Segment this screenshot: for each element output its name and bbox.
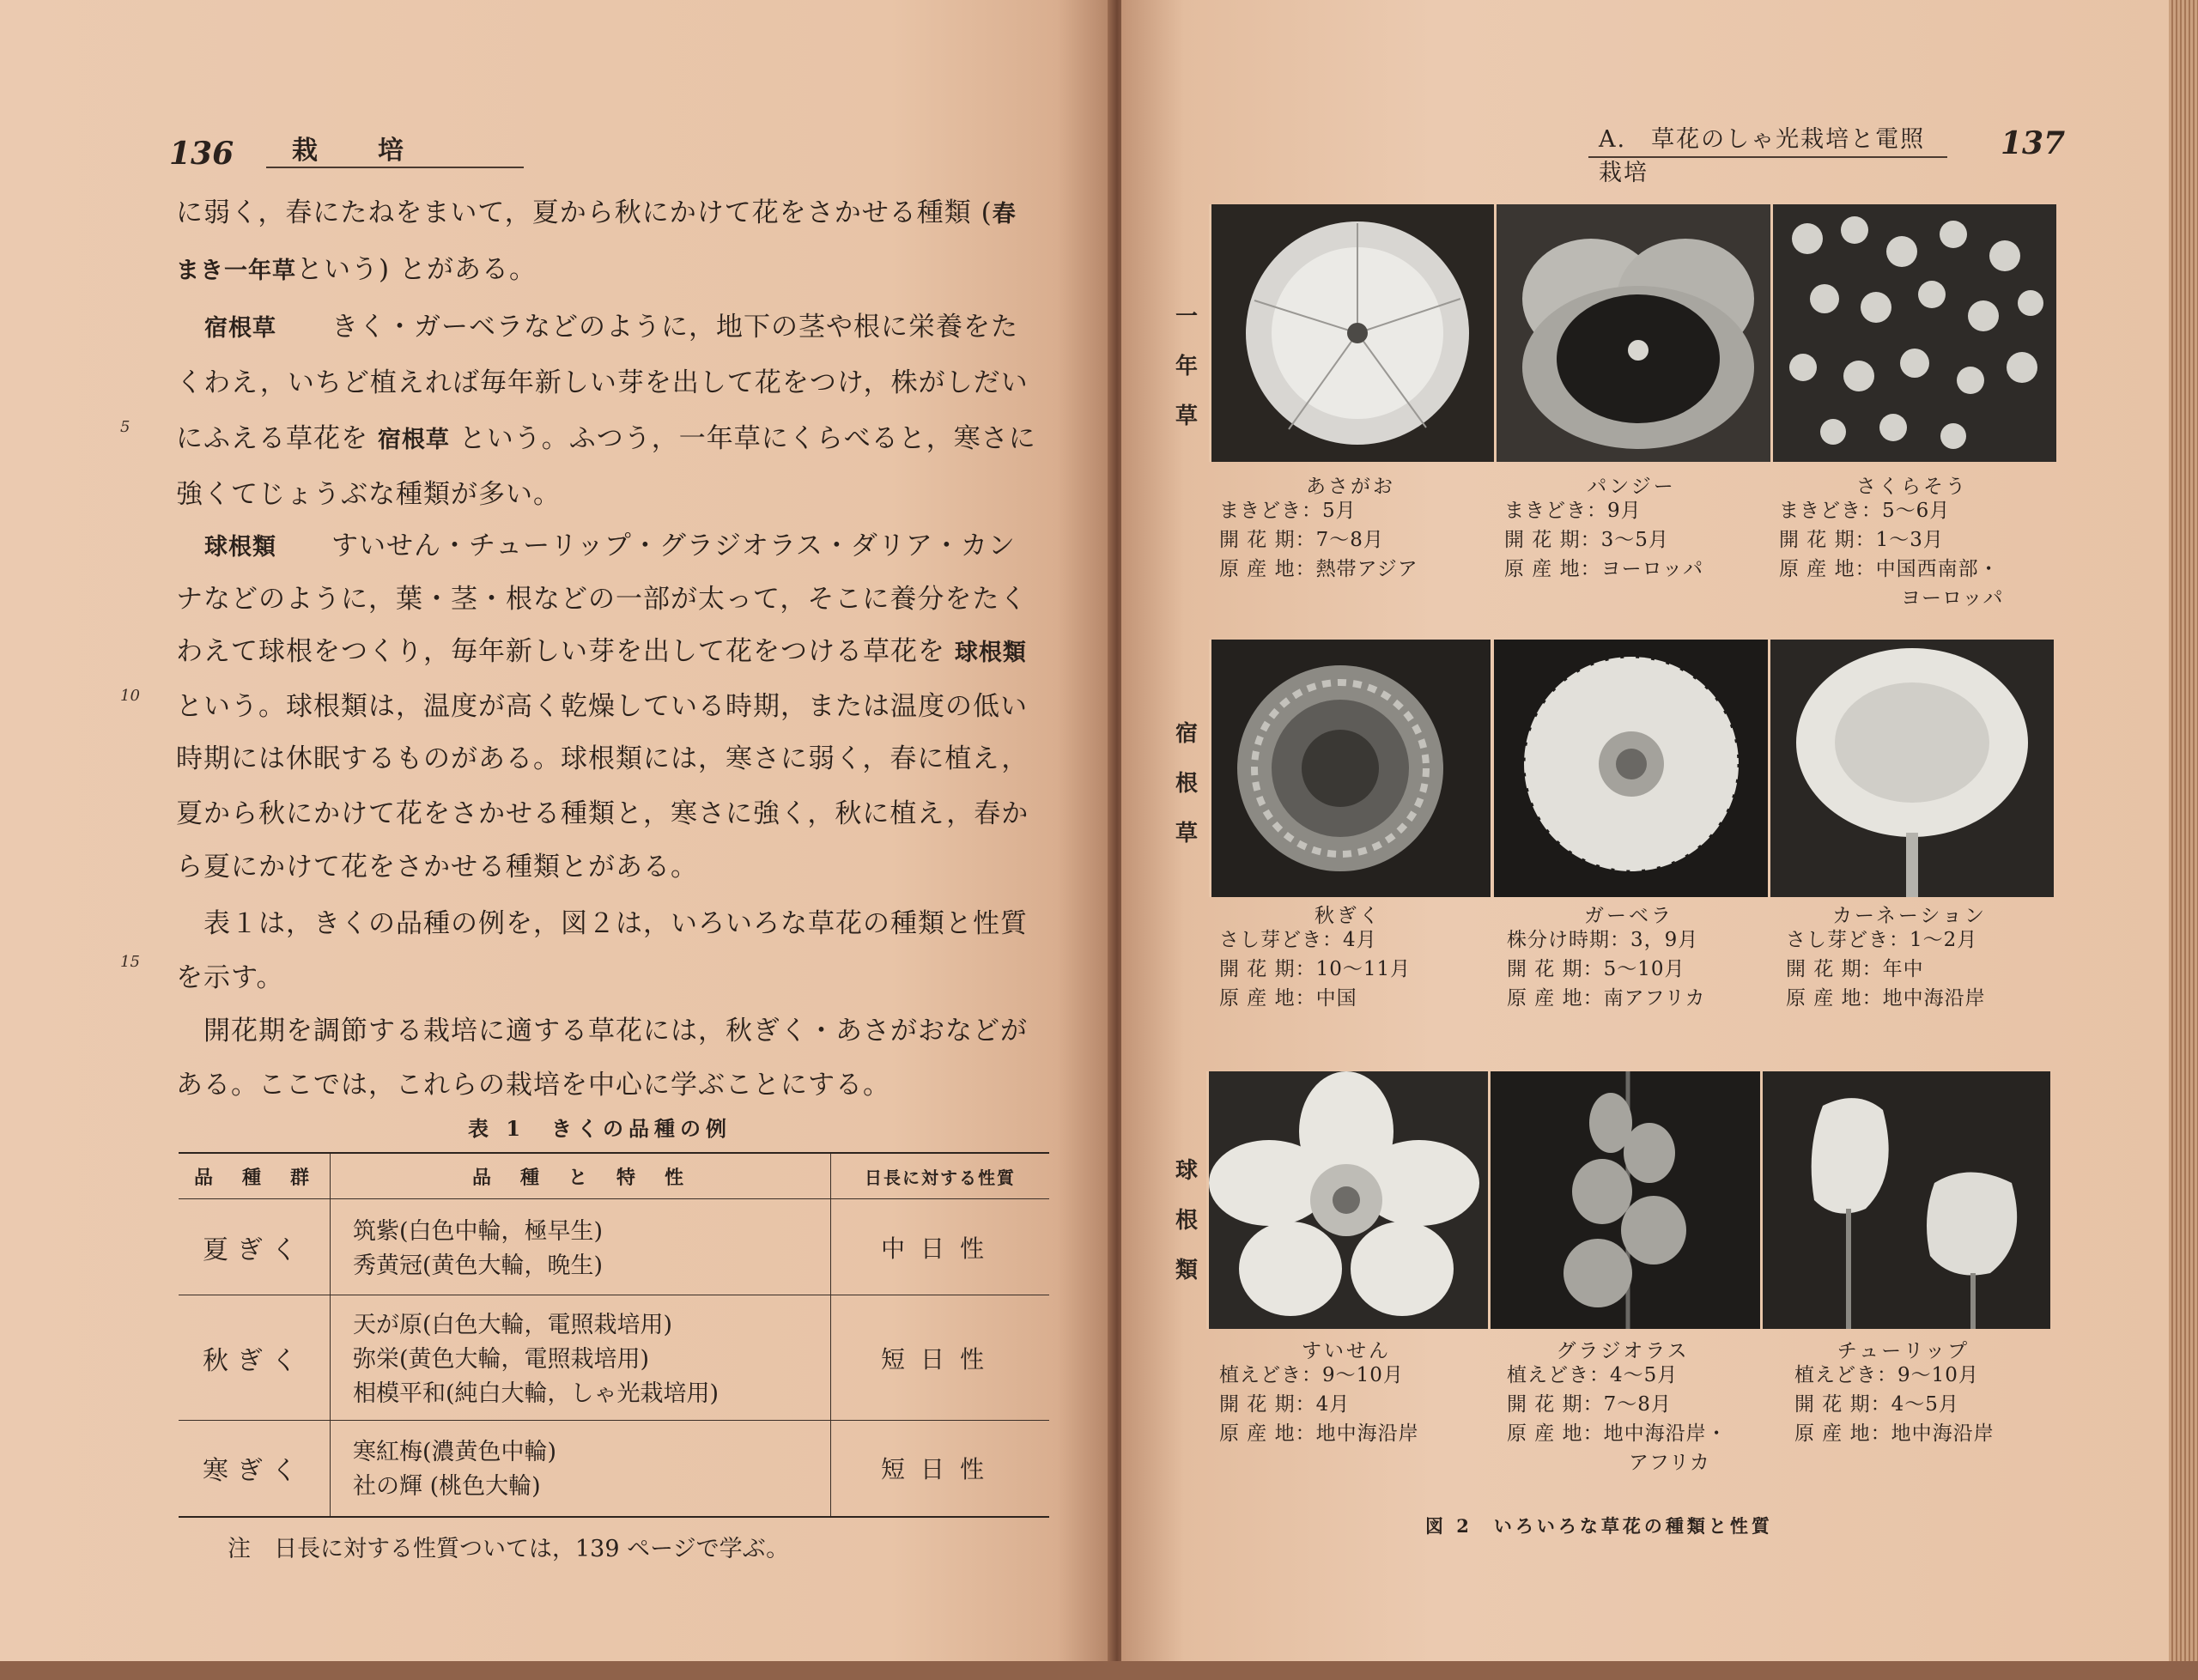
text-segment: 開花期を調節する栽培に適する草花には，秋ぎく・あさがおなどが	[176, 1016, 1028, 1046]
flower-info	[1786, 925, 1986, 1013]
text-line	[176, 191, 1017, 229]
info-line: 原 産 地：熱帯アジア	[1219, 558, 1418, 580]
info-line: 開 花 期：1～3月	[1779, 529, 1944, 551]
text-line	[176, 901, 1028, 940]
page-number-left: 136	[169, 136, 234, 172]
text-line	[176, 577, 1027, 616]
flower-name: ガーベラ	[1584, 905, 1673, 927]
variety-list	[331, 1295, 831, 1421]
photo-pansy	[1494, 204, 1771, 462]
page-edges	[2169, 0, 2198, 1680]
info-line: まきどき：5～6月	[1779, 500, 1951, 522]
flower-info	[1507, 925, 1705, 1013]
info-line: 開 花 期：7～8月	[1507, 1393, 1672, 1416]
table-row	[179, 1421, 1049, 1517]
gladiolus-icon	[1491, 1071, 1761, 1329]
info-line: 原 産 地：ヨーロッパ	[1504, 558, 1704, 580]
info-line: 原 産 地：中国	[1219, 987, 1357, 1010]
info-line: さし芽どき：1～2月	[1786, 929, 1978, 951]
variety-list	[331, 1199, 831, 1295]
text-line	[176, 361, 1029, 399]
narcissus-icon	[1209, 1071, 1489, 1329]
text-segment: 時期には休眠するものがある。球根類には，寒さに弱く，春に植え，	[176, 743, 1029, 774]
info-line: 開 花 期：10～11月	[1219, 958, 1412, 980]
text-segment: わえて球根をつくり，毎年新しい芽を出して花をつける草花を	[176, 636, 955, 667]
info-line: 原 産 地：地中海沿岸・	[1507, 1422, 1727, 1445]
category-text: 球根類	[1175, 1158, 1198, 1283]
key-term: まき一年草	[176, 258, 296, 284]
table-header: 日長に対する性質	[831, 1153, 1050, 1199]
text-segment: にふえる草花を	[176, 423, 378, 454]
variety: 相模平和(純白大輪，しゃ光栽培用)	[353, 1380, 720, 1407]
line-number: 10	[120, 687, 140, 705]
photo-carnation	[1768, 640, 2054, 897]
category-text: 宿根草	[1175, 721, 1198, 846]
photo-gladiolus	[1488, 1071, 1761, 1329]
text-segment: 夏から秋にかけて花をさかせる種類と，寒さに強く，秋に植え，春か	[176, 798, 1029, 829]
line-number: 15	[120, 953, 140, 971]
text-segment: ある。ここでは，これらの栽培を中心に学ぶことにする。	[176, 1070, 890, 1101]
text-segment: ナなどのように，葉・茎・根などの一部が太って，そこに養分をたく	[176, 584, 1028, 615]
text-segment: ら夏にかけて花をさかせる種類とがある。	[176, 852, 698, 882]
line-number: 5	[120, 418, 131, 436]
text-line	[176, 416, 1036, 455]
text-line	[204, 305, 1018, 343]
section-title: A. 草花のしゃ光栽培と電照栽培	[1599, 126, 1926, 186]
variety: 社の輝 (桃色大輪)	[353, 1473, 541, 1501]
photo-asagao	[1209, 204, 1495, 462]
table-row	[179, 1295, 1049, 1421]
info-line: 開 花 期：年中	[1786, 958, 1924, 980]
photo-suisen	[1206, 1071, 1489, 1329]
key-term: 宿根草	[204, 315, 276, 342]
flower-name: パンジー	[1587, 476, 1676, 498]
flower-name: チューリップ	[1837, 1340, 1970, 1362]
info-line: さし芽どき：4月	[1219, 929, 1377, 951]
info-line: 原 産 地：南アフリカ	[1507, 987, 1706, 1010]
variety-group: 夏ぎく	[179, 1199, 331, 1295]
figure-caption: 図 2 いろいろな草花の種類と性質	[1425, 1515, 1773, 1537]
table-caption: 表 1 きくの品種の例	[468, 1116, 732, 1141]
table-row	[179, 1199, 1049, 1295]
flower-info	[1219, 1361, 1419, 1448]
category-label-annual	[1169, 292, 1204, 441]
daylength-property: 短日性	[831, 1421, 1050, 1517]
text-line	[176, 247, 537, 286]
text-line	[176, 1063, 890, 1101]
running-header-right	[1588, 120, 1949, 187]
flower-name: グラジオラス	[1556, 1340, 1690, 1362]
photo-tulip	[1760, 1071, 2050, 1329]
text-segment: すいせん・チューリップ・グラジオラス・ダリア・カン	[276, 531, 1016, 561]
key-term: 球根類	[204, 534, 276, 561]
photo-akigiku	[1209, 640, 1491, 897]
info-line: 植えどき：9～10月	[1219, 1364, 1404, 1386]
text-segment: という。ふつう，一年草にくらべると，寒さに	[449, 423, 1036, 454]
table-header: 品 種 群	[179, 1153, 331, 1199]
flower-name: 秋ぎく	[1315, 905, 1381, 927]
info-line: 開 花 期：3～5月	[1504, 529, 1669, 551]
text-segment: くわえ，いちど植えれば毎年新しい芽を出して花をつけ，株がしだい	[176, 367, 1029, 398]
chrysanthemum-table	[179, 1152, 1049, 1518]
variety: 筑紫(白色中輪，極早生)	[353, 1217, 604, 1245]
key-term: 宿根草	[377, 427, 450, 453]
text-line	[176, 845, 698, 883]
carnation-icon	[1770, 640, 2054, 897]
variety: 秀黄冠(黄色大輪，晩生)	[353, 1252, 604, 1279]
header-rule	[266, 167, 524, 168]
text-line	[176, 955, 284, 994]
running-header-left	[172, 129, 532, 167]
flower-name: すいせん	[1302, 1340, 1391, 1362]
text-segment: 強くてじょうぶな種類が多い。	[176, 479, 561, 510]
cover-edge	[0, 1661, 2198, 1680]
info-line: 原 産 地：地中海沿岸	[1794, 1422, 1995, 1445]
tulip-icon	[1763, 1071, 2050, 1329]
info-line: ヨーロッパ	[1901, 587, 2004, 610]
variety: 天が原(白色大輪，電照栽培用)	[353, 1311, 673, 1338]
flower-name: あさがお	[1306, 476, 1395, 498]
info-line: 原 産 地：地中海沿岸	[1786, 987, 1986, 1010]
pansy-icon	[1497, 204, 1771, 462]
page-number-right: 137	[2001, 125, 2066, 161]
variety: 寒紅梅(濃黄色中輪)	[353, 1439, 557, 1466]
text-segment: 表１は，きくの品種の例を，図２は，いろいろな草花の種類と性質	[176, 908, 1028, 939]
category-text: 一年草	[1175, 304, 1198, 429]
text-line	[176, 472, 561, 511]
info-line: まきどき：5月	[1219, 500, 1357, 522]
daylength-property: 中日性	[831, 1199, 1050, 1295]
variety-group: 寒ぎく	[179, 1421, 331, 1517]
daylength-property: 短日性	[831, 1295, 1050, 1421]
info-line: 開 花 期：7～8月	[1219, 529, 1384, 551]
flower-name: さくらそう	[1856, 476, 1968, 498]
info-line: 植えどき：4～5月	[1507, 1364, 1679, 1386]
info-line: 開 花 期：5～10月	[1507, 958, 1685, 980]
info-line: 株分け時期：3，9月	[1507, 929, 1699, 951]
morning-glory-icon	[1211, 204, 1495, 462]
section-title: 栽 培	[292, 136, 421, 166]
flower-info	[1794, 1361, 1995, 1448]
text-line	[204, 524, 1016, 562]
photo-sakurasou	[1770, 204, 2056, 462]
variety-group: 秋ぎく	[179, 1295, 331, 1421]
table-note: 注 日長に対する性質ついては，139 ページで学ぶ。	[228, 1536, 790, 1562]
flower-info	[1219, 496, 1418, 584]
primrose-icon	[1773, 204, 2056, 462]
flower-info	[1507, 1361, 1727, 1477]
category-label-bulb	[1169, 1146, 1204, 1295]
text-line	[176, 737, 1029, 775]
key-term: 球根類	[954, 640, 1027, 666]
text-line	[176, 791, 1029, 830]
text-line	[176, 629, 1027, 668]
info-line: 開 花 期：4月	[1219, 1393, 1351, 1416]
text-line	[176, 1009, 1028, 1047]
info-line: アフリカ	[1629, 1452, 1710, 1474]
chrysanthemum-icon	[1211, 640, 1491, 897]
gerbera-icon	[1494, 640, 1769, 897]
variety-list	[331, 1421, 831, 1517]
info-line: 原 産 地：中国西南部・	[1779, 558, 2000, 580]
text-segment: に弱く，春にたねをまいて，夏から秋にかけて花をさかせる種類 (	[176, 197, 993, 228]
text-segment: という) とがある。	[296, 254, 537, 285]
text-segment: という。球根類は，温度が高く乾燥している時期，または温度の低い	[176, 691, 1028, 722]
table-header: 品 種 と 特 性	[331, 1153, 831, 1199]
info-line: 植えどき：9～10月	[1794, 1364, 1979, 1386]
info-line: 原 産 地：地中海沿岸	[1219, 1422, 1419, 1445]
text-line	[176, 684, 1028, 723]
flower-info	[1219, 925, 1411, 1013]
text-segment: を示す。	[176, 962, 284, 993]
text-segment: きく・ガーベラなどのように，地下の茎や根に栄養をた	[276, 312, 1018, 343]
flower-info	[1504, 496, 1703, 584]
flower-name: カーネーション	[1832, 905, 1987, 927]
table-header-row	[179, 1153, 1049, 1199]
category-label-perennial	[1169, 709, 1204, 858]
variety: 弥栄(黄色大輪，電照栽培用)	[353, 1345, 650, 1373]
flower-info	[1779, 496, 2004, 613]
info-line: まきどき：9月	[1504, 500, 1642, 522]
photo-gerbera	[1491, 640, 1769, 897]
key-term: 春	[992, 201, 1017, 227]
info-line: 開 花 期：4～5月	[1794, 1393, 1959, 1416]
header-rule	[1588, 156, 1947, 158]
